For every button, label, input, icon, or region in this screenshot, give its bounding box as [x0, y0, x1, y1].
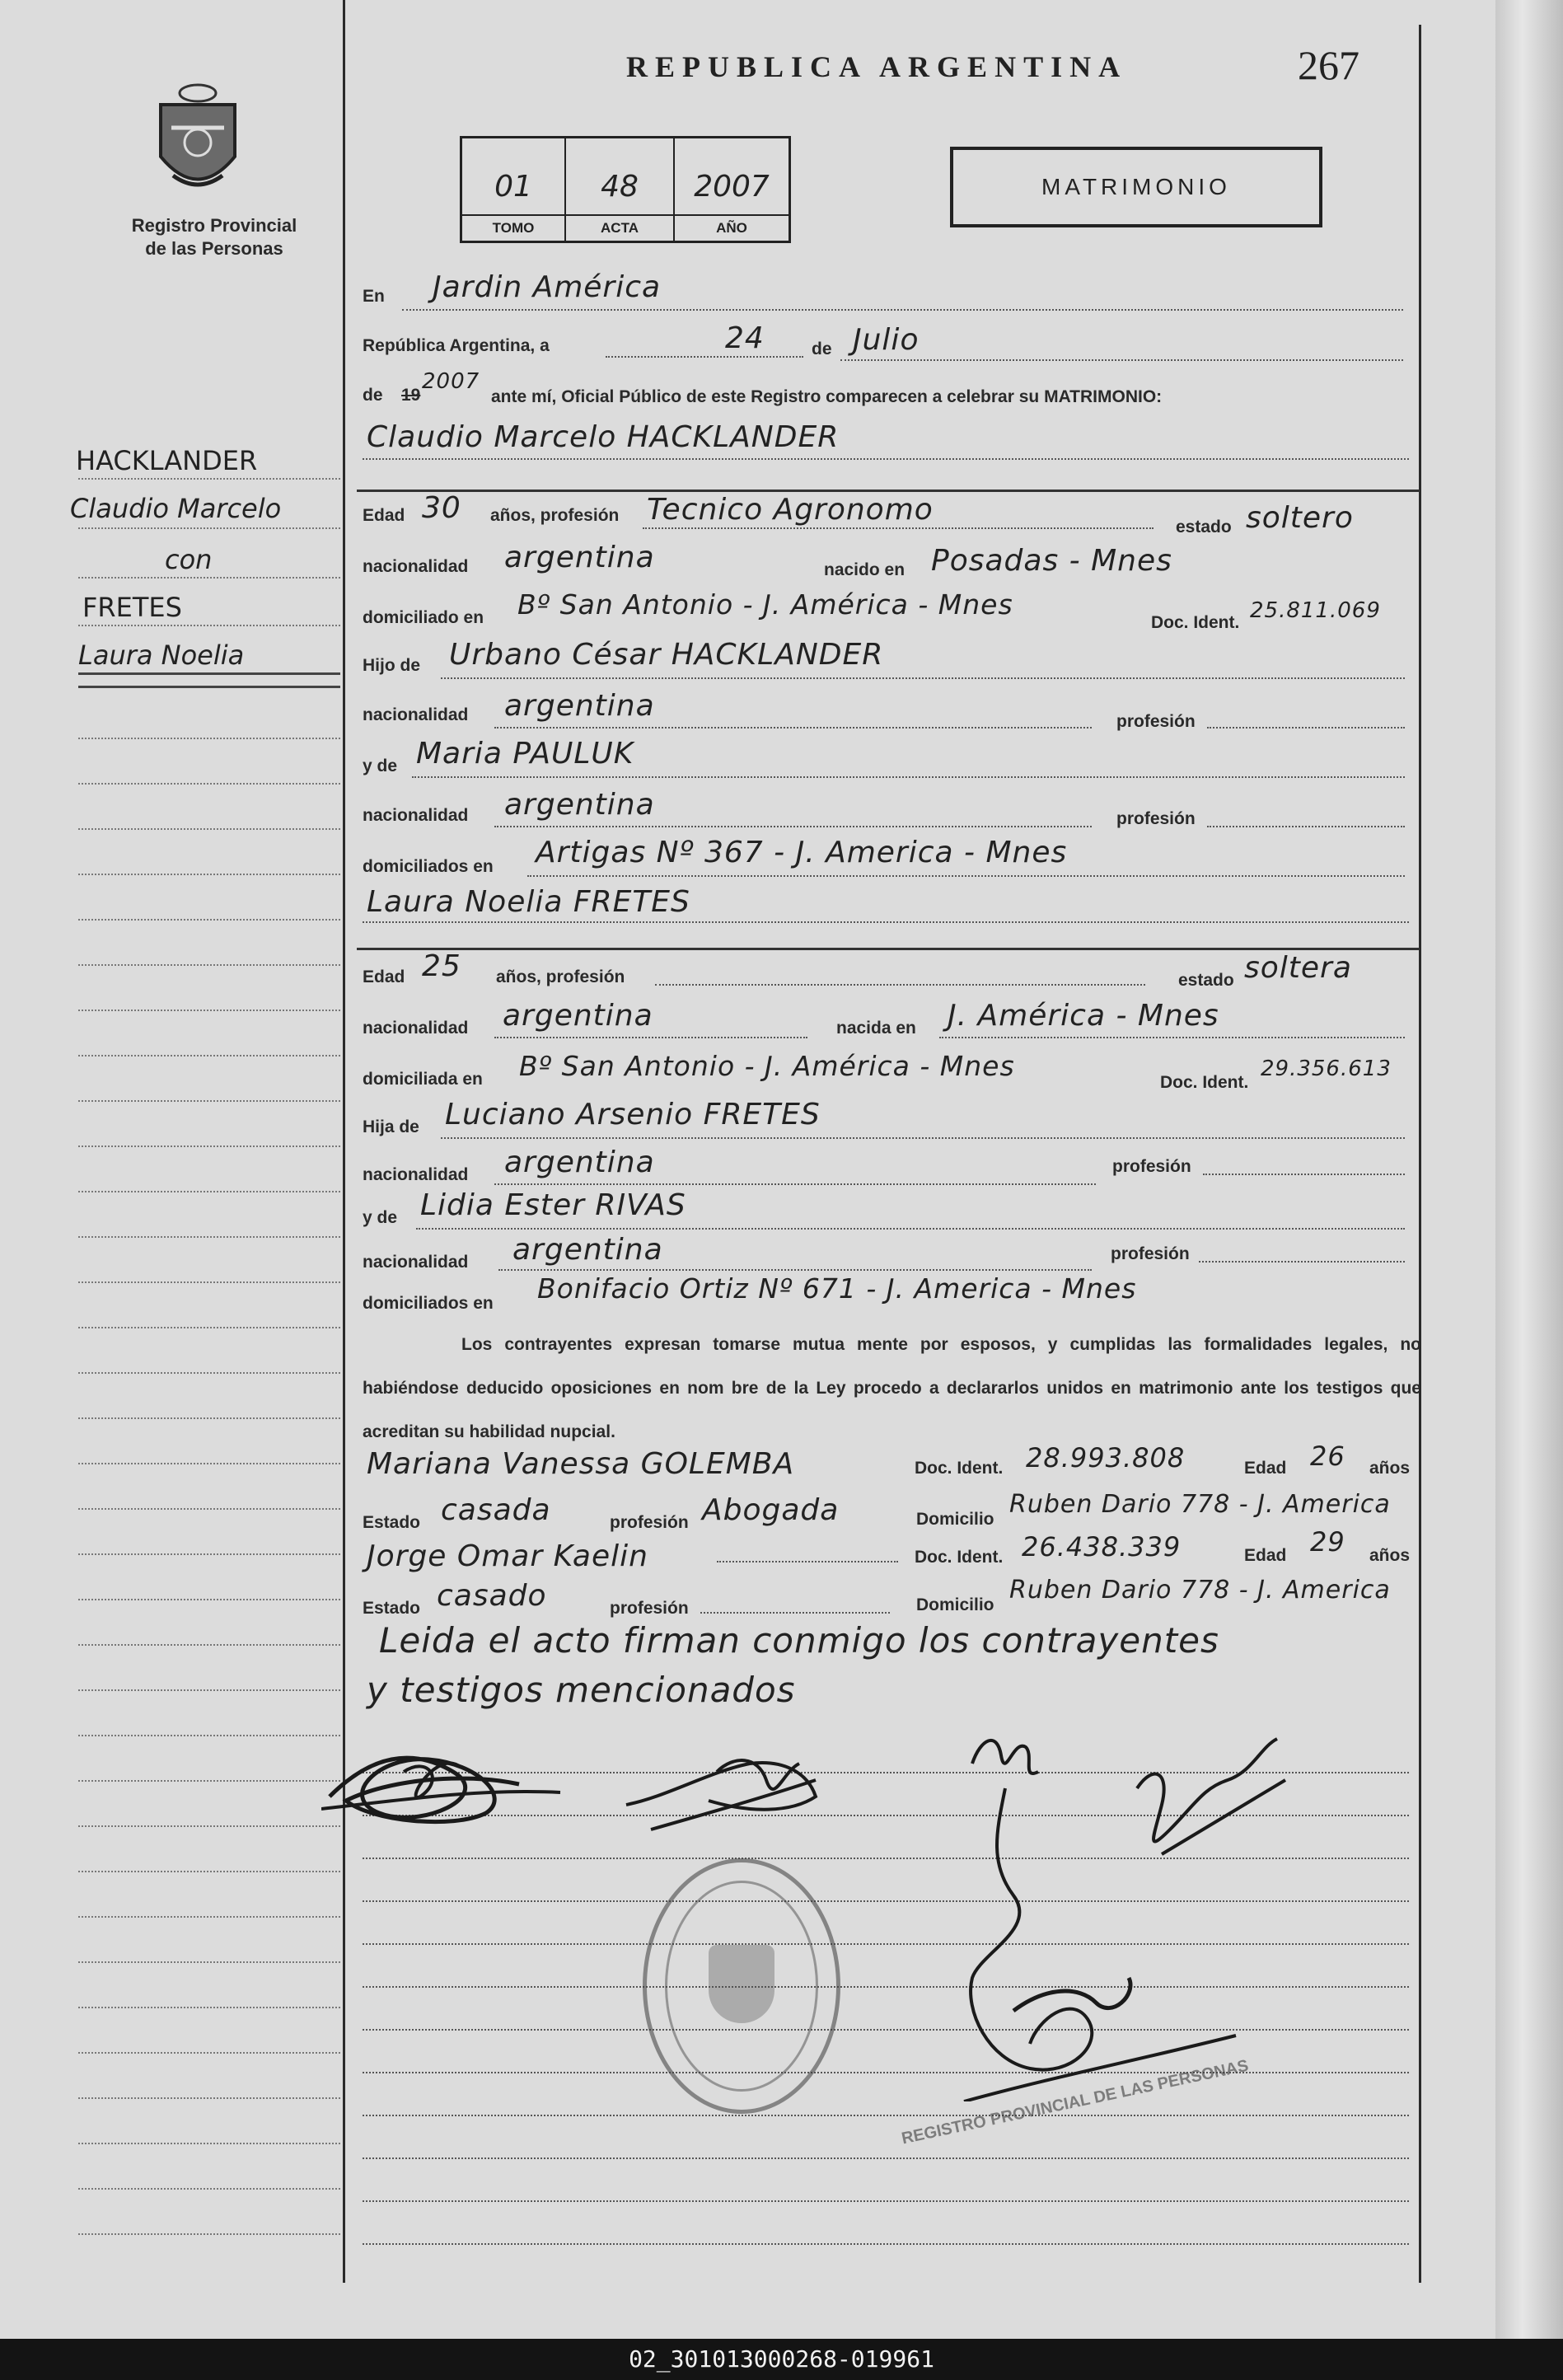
closing-statement — [363, 1323, 1421, 1454]
witness1-doc: 28.993.808 — [1026, 1442, 1186, 1473]
margin-ruled-line — [78, 1236, 340, 1238]
margin-ruled-line — [78, 2233, 340, 2235]
groom-edad-label: Edad — [363, 506, 405, 525]
year-printed: 19 — [401, 386, 421, 405]
bride-father-prof-label: profesión — [1112, 1157, 1191, 1176]
groom-parents-address-line — [527, 875, 1405, 877]
margin-ruled-line — [78, 783, 340, 785]
groom-mother-nat-line — [494, 826, 1092, 827]
groom-hijo-label: Hijo de — [363, 656, 421, 675]
groom-father-nat-label: nacionalidad — [363, 705, 469, 724]
bride-mother-prof-label: profesión — [1111, 1244, 1190, 1263]
witness2-name-line — [717, 1561, 898, 1562]
bride-name: Laura Noelia FRETES — [367, 885, 690, 919]
margin-ruled-line — [78, 828, 340, 830]
year-value: 2007 — [422, 369, 480, 394]
groom-profession-line — [643, 527, 1154, 529]
margin-ruled-line — [78, 1372, 340, 1374]
margin-name-bride: Laura Noelia — [78, 640, 245, 671]
scan-footer-id: 02_301013000268-019961 — [0, 2339, 1563, 2380]
witness2-age: 29 — [1310, 1526, 1345, 1558]
bride-hija-label: Hija de — [363, 1117, 419, 1136]
margin-ruled-line — [78, 2188, 340, 2190]
bride-y-de-label: y de — [363, 1208, 398, 1227]
witness2-doc-label: Doc. Ident. — [915, 1548, 1004, 1567]
bride-address: Bº San Antonio - J. América - Mnes — [519, 1050, 1015, 1082]
witness2-doc: 26.438.339 — [1022, 1531, 1182, 1562]
margin-name-groom: Claudio Marcelo — [70, 493, 282, 524]
registry-line-2: de las Personas — [145, 238, 283, 259]
margin-ruled-line — [78, 1871, 340, 1872]
groom-parents-dom-label: domiciliados en — [363, 857, 494, 876]
groom-mother-prof-line — [1207, 826, 1405, 827]
bride-name-line — [363, 921, 1409, 923]
closing-text: Los contrayentes expresan tomarse mutua mente por esposos, y cumplidas las formalidades legales, no habiéndose deducido oposiciones en nom bre de la Ley procedo a declararlos unidos en matrimonio ante los testigos que acreditan su habilidad nupcial. — [363, 1335, 1421, 1441]
body-ruled-line — [363, 2200, 1409, 2202]
margin-line — [78, 625, 340, 626]
bride-nationality: argentina — [503, 999, 653, 1033]
page-number: 267 — [1298, 42, 1359, 88]
margin-ruled-line — [78, 738, 340, 739]
margin-line — [78, 478, 340, 480]
groom-nacido-label: nacido en — [824, 560, 906, 579]
right-rule — [1419, 25, 1421, 2283]
registry-name — [99, 214, 330, 260]
groom-mother-prof-label: profesión — [1116, 809, 1196, 828]
margin-ruled-line — [78, 1417, 340, 1419]
witness1-civil-status: casada — [441, 1493, 551, 1527]
coat-of-arms-icon — [148, 78, 247, 202]
groom-mother-line — [412, 776, 1405, 778]
groom-father-prof-label: profesión — [1116, 712, 1196, 731]
acta-value: 48 — [601, 170, 639, 204]
place-line — [402, 309, 1403, 311]
witness1-estado-label: Estado — [363, 1513, 421, 1532]
groom-estado-label: estado — [1176, 518, 1232, 536]
document-type-box: MATRIMONIO — [950, 147, 1322, 227]
witness2-address: Ruben Dario 778 - J. America — [1009, 1576, 1391, 1605]
month-line — [840, 359, 1403, 361]
section-divider — [357, 490, 1420, 492]
margin-ruled-line — [78, 1145, 340, 1147]
body-ruled-line — [363, 2115, 1409, 2116]
margin-underline — [78, 672, 340, 675]
bride-estado-label: estado — [1178, 971, 1234, 990]
margin-ruled-line — [78, 1281, 340, 1283]
margin-ruled-line — [78, 1916, 340, 1918]
margin-underline — [78, 686, 340, 688]
bride-profesion-label: años, profesión — [496, 967, 625, 986]
margin-ruled-line — [78, 1735, 340, 1736]
groom-birthplace: Posadas - Mnes — [931, 544, 1172, 578]
witness1-anios-label: años — [1369, 1459, 1411, 1478]
groom-name-line — [363, 458, 1409, 460]
witness1-name: Mariana Vanessa GOLEMBA — [367, 1447, 795, 1481]
groom-father-prof-line — [1207, 727, 1405, 729]
body-ruled-line — [363, 2157, 1409, 2159]
margin-ruled-line — [78, 1644, 340, 1646]
place-value: Jardin América — [433, 270, 662, 304]
margin-ruled-line — [78, 1191, 340, 1192]
groom-name: Claudio Marcelo HACKLANDER — [367, 420, 840, 454]
witness2-edad-label: Edad — [1244, 1546, 1287, 1565]
bride-domicilio-label: domiciliada en — [363, 1070, 483, 1089]
witness1-doc-label: Doc. Ident. — [915, 1459, 1004, 1478]
groom-mother: Maria PAULUK — [416, 737, 634, 771]
bride-mother-nat-line — [498, 1269, 1092, 1271]
bride-civil-status: soltera — [1244, 951, 1352, 985]
groom-parents-address: Artigas Nº 367 - J. America - Mnes — [536, 836, 1068, 869]
margin-ruled-line — [78, 1327, 340, 1328]
margin-ruled-line — [78, 2143, 340, 2144]
groom-profesion-label: años, profesión — [490, 506, 620, 525]
acta-cell — [566, 138, 675, 241]
signature-contrayente-icon — [321, 1722, 898, 1846]
bride-mother: Lidia Ester RIVAS — [420, 1188, 686, 1222]
tomo-value: 01 — [494, 170, 532, 204]
margin-ruled-line — [78, 1689, 340, 1691]
groom-civil-status: soltero — [1246, 501, 1354, 535]
de-label: de — [812, 340, 832, 358]
margin-ruled-line — [78, 1055, 340, 1056]
groom-father-nationality: argentina — [504, 689, 655, 723]
bride-birthplace: J. América - Mnes — [948, 999, 1219, 1033]
witness1-age: 26 — [1310, 1441, 1345, 1472]
margin-ruled-line — [78, 1961, 340, 1963]
registry-line-1: Registro Provincial — [131, 215, 297, 236]
margin-surname-groom: HACKLANDER — [76, 445, 258, 476]
bride-father-nat-label: nacionalidad — [363, 1165, 469, 1184]
bride-mother-nationality: argentina — [512, 1233, 663, 1267]
witness1-edad-label: Edad — [1244, 1459, 1287, 1478]
signature-witnesses-icon — [931, 1714, 1343, 2101]
bride-mother-line — [416, 1228, 1405, 1230]
bride-profession-line — [655, 984, 1145, 986]
groom-mother-nationality: argentina — [504, 788, 655, 822]
margin-ruled-line — [78, 1463, 340, 1464]
groom-nacionalidad-label: nacionalidad — [363, 557, 469, 576]
intro-statement: ante mí, Oficial Público de este Registro comparecen a celebrar su MATRIMONIO: — [491, 387, 1163, 406]
witness2-profesion-label: profesión — [610, 1599, 689, 1618]
bride-nacionalidad-label: nacionalidad — [363, 1019, 469, 1038]
margin-rule — [343, 0, 345, 2283]
margin-ruled-line — [78, 874, 340, 875]
witness1-domicilio-label: Domicilio — [916, 1510, 994, 1529]
year-prefix-label: de — [363, 386, 383, 405]
official-stamp — [643, 1858, 840, 2114]
groom-mother-nat-label: nacionalidad — [363, 806, 469, 825]
bride-nacida-label: nacida en — [836, 1019, 916, 1038]
day-line — [606, 356, 803, 358]
margin-ruled-line — [78, 1100, 340, 1102]
tomo-label: TOMO — [462, 214, 564, 241]
witness1-profession: Abogada — [702, 1493, 840, 1527]
en-label: En — [363, 287, 385, 306]
body-ruled-line — [363, 2243, 1409, 2245]
tomo-cell — [462, 138, 566, 241]
witness2-estado-label: Estado — [363, 1599, 421, 1618]
handwritten-closing-1: Leida el acto firman conmigo los contrayentes — [379, 1620, 1219, 1661]
anio-cell — [675, 138, 789, 241]
stamp-text: REGISTRO PROVINCIAL DE LAS PERSONAS — [900, 2056, 1251, 2148]
day-value: 24 — [725, 321, 765, 355]
witness2-profession-line — [700, 1612, 890, 1614]
groom-father: Urbano César HACKLANDER — [449, 638, 884, 672]
bride-birthplace-line — [939, 1037, 1405, 1038]
bride-edad-label: Edad — [363, 967, 405, 986]
groom-father-nat-line — [494, 727, 1092, 729]
groom-address: Bº San Antonio - J. América - Mnes — [517, 588, 1013, 621]
groom-domicilio-label: domiciliado en — [363, 608, 484, 627]
groom-doc-label: Doc. Ident. — [1151, 613, 1240, 632]
bride-father-nationality: argentina — [504, 1145, 655, 1179]
anio-value: 2007 — [694, 170, 770, 204]
bride-doc-label: Doc. Ident. — [1160, 1073, 1249, 1092]
margin-line — [78, 577, 340, 579]
margin-ruled-line — [78, 919, 340, 921]
bride-father-prof-line — [1203, 1174, 1405, 1175]
bride-parents-address: Bonifacio Ortiz Nº 671 - J. America - Mnes — [537, 1272, 1137, 1305]
acta-label: ACTA — [566, 214, 673, 241]
bride-age: 25 — [422, 949, 461, 983]
bride-mother-nat-label: nacionalidad — [363, 1253, 469, 1272]
country-title: REPUBLICA ARGENTINA — [626, 50, 1128, 83]
witness2-name: Jorge Omar Kaelin — [367, 1539, 648, 1573]
handwritten-closing-2: y testigos mencionados — [367, 1670, 796, 1710]
margin-ruled-line — [78, 1825, 340, 1827]
margin-ruled-line — [78, 2052, 340, 2054]
margin-line — [78, 527, 340, 529]
bride-father-nat-line — [494, 1183, 1096, 1185]
bride-parents-dom-label: domiciliados en — [363, 1294, 494, 1313]
groom-age: 30 — [422, 491, 461, 525]
witness2-anios-label: años — [1369, 1546, 1411, 1565]
witness2-civil-status: casado — [437, 1579, 547, 1613]
margin-surname-bride: FRETES — [82, 592, 182, 623]
page-edge — [1495, 0, 1563, 2339]
groom-nationality: argentina — [504, 541, 655, 574]
groom-father-line — [441, 677, 1405, 679]
margin-con: con — [165, 544, 213, 575]
margin-ruled-line — [78, 2097, 340, 2099]
anio-label: AÑO — [675, 214, 789, 241]
bride-doc: 29.356.613 — [1261, 1056, 1392, 1081]
margin-ruled-line — [78, 1780, 340, 1782]
section-divider — [357, 948, 1420, 950]
margin-ruled-line — [78, 1010, 340, 1011]
witness1-address: Ruben Dario 778 - J. America — [1009, 1490, 1391, 1519]
margin-ruled-line — [78, 964, 340, 966]
margin-ruled-line — [78, 1599, 340, 1600]
republica-label: República Argentina, a — [363, 336, 550, 355]
margin-ruled-line — [78, 1553, 340, 1555]
record-number-box — [460, 136, 791, 243]
groom-y-de-label: y de — [363, 757, 398, 775]
bride-mother-prof-line — [1199, 1261, 1405, 1263]
margin-ruled-line — [78, 2007, 340, 2008]
bride-nationality-line — [494, 1037, 807, 1038]
witness1-profesion-label: profesión — [610, 1513, 689, 1532]
witness2-domicilio-label: Domicilio — [916, 1595, 994, 1614]
bride-father: Luciano Arsenio FRETES — [445, 1098, 821, 1131]
groom-profession: Tecnico Agronomo — [647, 493, 934, 527]
groom-doc: 25.811.069 — [1250, 598, 1381, 623]
bride-father-line — [441, 1137, 1405, 1139]
stamp-emblem-icon — [709, 1945, 774, 2023]
month-value: Julio — [853, 323, 920, 357]
margin-ruled-line — [78, 1508, 340, 1510]
